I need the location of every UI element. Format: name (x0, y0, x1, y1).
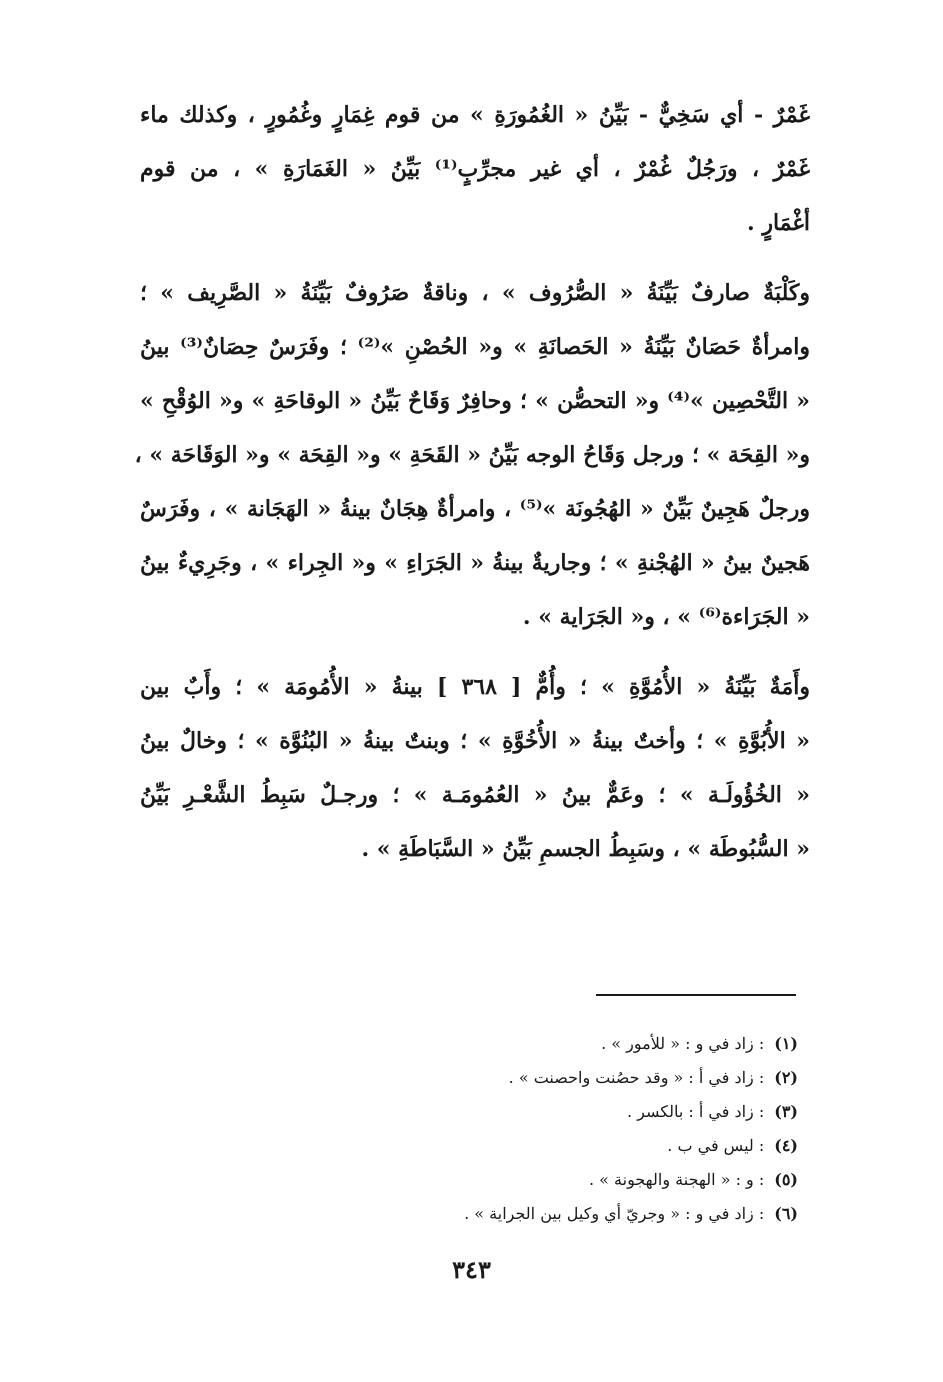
paragraph-1 (140, 88, 810, 250)
footnote-text: : زاد في و : « وجريّ أي وكيل بين الجراية » . (464, 1204, 765, 1223)
text-line: « الخُؤُولَـة » ؛ وعَمٌّ بينُ « العُمُومَـة » ؛ ورجـلٌ سَبِطُ الشَّعْـرِ بَيِّنُ (140, 782, 811, 808)
text-line: « السُّبُوطَة » ، وسَبِطُ الجسمِ بَيِّنُ « السَّبَاطَةِ » . (361, 836, 810, 862)
text-line: « الجَرَاءة⁽⁶⁾ » ، و« الجَرَاية » . (522, 604, 810, 630)
footnote-number: (٥) (774, 1170, 798, 1189)
text-line: ورجلٌ هَجِينٌ بَيِّنٌ « الهُجُونَة »⁽⁵⁾ ، وامرأةٌ هِجَانٌ بينةُ « الهَجَانة » ، وفَرَسٌ (140, 496, 810, 522)
text-line: أغْمَارٍ . (747, 210, 810, 236)
footnote-text: : زاد في أ : « وقد حصُنت واحصنت » . (508, 1068, 765, 1087)
footnote-text: : ليس في ب . (667, 1136, 765, 1155)
text-line: و« القِحَة » ؛ ورجل وَقَاحُ الوجه بَيِّنُ « القَحَةِ » و« القِحَة » و« الوَقَاحَة » ، (134, 442, 810, 468)
main-text (134, 88, 811, 892)
footnote-number: (١) (774, 1034, 798, 1053)
footnote-item (300, 1027, 798, 1061)
text-line: غَمْرٌ ، ورَجُلٌ غُمْرٌ ، أي غير مجرِّبٍ⁽¹⁾ بَيِّنُ « الغَمَارَةِ » ، من قوم (140, 156, 810, 182)
footnote-text: : زاد في و : « للأمور » . (601, 1034, 765, 1053)
text-line: وكَلْبَةٌ صارفٌ بَيِّنَةُ « الصُّرُوف » ، وناقةٌ صَرُوفٌ بَيِّنَةُ « الصَّرِيف » ؛ (140, 280, 810, 306)
page-number: ٣٤٣ (452, 1255, 491, 1284)
footnote-number: (٣) (774, 1102, 798, 1121)
footnote-divider (596, 994, 796, 996)
paragraph-3 (140, 660, 810, 876)
footnote-number: (٢) (774, 1068, 798, 1087)
footnote-item (300, 1163, 798, 1197)
footnote-item (300, 1197, 798, 1231)
text-line: وأَمَةٌ بَيِّنَةُ « الأُمُوَّةِ » ؛ وأُمٌّ [ ٣٦٨ ] بينةُ « الأُمُومَة » ؛ وأَبٌ بين (140, 674, 810, 700)
footnote-text: : و : « الهجنة والهجونة » . (589, 1170, 765, 1189)
footnote-text: : زاد في أ : بالكسر . (627, 1102, 765, 1121)
footnote-number: (٤) (774, 1136, 798, 1155)
text-line: وامرأةٌ حَصَانٌ بَيِّنَةُ « الحَصانَةِ » و« الحُصْنِ »⁽²⁾ ؛ وفَرَسٌ حِصَانٌ⁽³⁾ بينُ (140, 334, 810, 360)
paragraph-2 (134, 266, 810, 644)
text-line: غَمْرٌ - أي سَخِيٌّ - بَيِّنُ « الغُمُورَةِ » من قوم غِمَارٍ وغُمُورٍ ، وكذلك ماء (140, 102, 810, 128)
text-line: « الأُبُوَّةِ » ؛ وأختٌ بينةُ « الأُخُوَّةِ » ؛ وبنتٌ بينةُ « البُنُوَّة » ؛ وخالٌ بينُ (140, 728, 810, 754)
text-line: هَجينٌ بينُ « الهُجْنةِ » ؛ وجاريةٌ بينةُ « الجَرَاءِ » و« الجِراء » ، وجَرِيءٌ بينُ (140, 550, 810, 576)
footnote-item (300, 1095, 798, 1129)
footnote-number: (٦) (774, 1204, 798, 1223)
text-line: « التَّحْصِين »⁽⁴⁾ و« التحصُّن » ؛ وحافِرٌ وَقَاحٌ بَيِّنُ « الوقاحَةِ » و« الوُقْحِ » (140, 388, 810, 414)
footnote-item (300, 1129, 798, 1163)
footnote-item (300, 1061, 798, 1095)
footnotes (300, 1027, 798, 1231)
